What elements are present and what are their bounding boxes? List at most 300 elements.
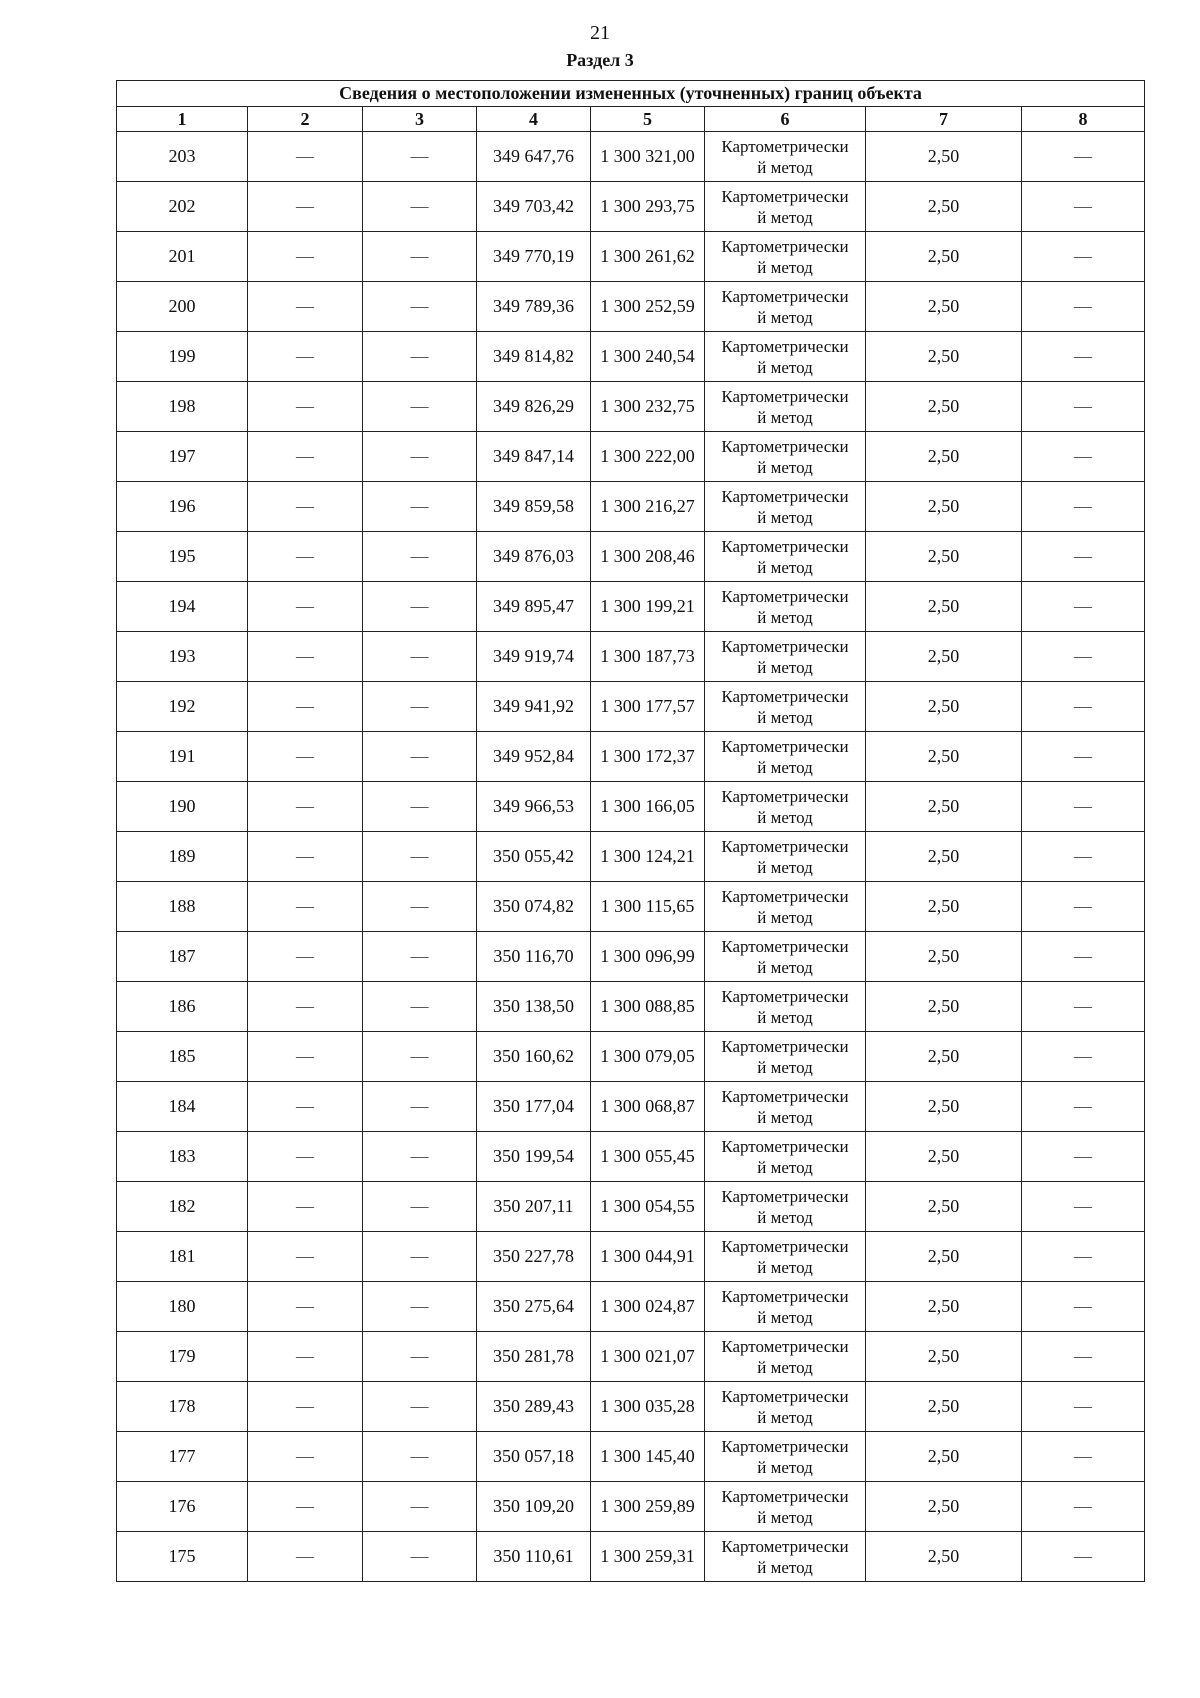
column-number: 8 — [1022, 107, 1145, 132]
method-line-1: Картометрически — [721, 1036, 849, 1056]
accuracy-cell: 2,50 — [866, 832, 1022, 882]
col2-cell: — — [248, 982, 363, 1032]
method-cell — [705, 582, 866, 632]
column-number: 2 — [248, 107, 363, 132]
y-coordinate-cell: 1 300 035,28 — [591, 1382, 705, 1432]
accuracy-cell: 2,50 — [866, 1032, 1022, 1082]
table-row — [117, 1232, 1145, 1282]
x-coordinate-cell: 350 289,43 — [477, 1382, 591, 1432]
method-cell — [705, 282, 866, 332]
method-line-1: Картометрически — [721, 1386, 849, 1406]
method-line-2: й метод — [757, 857, 813, 877]
table-row — [117, 282, 1145, 332]
x-coordinate-cell: 350 116,70 — [477, 932, 591, 982]
point-number-cell: 188 — [117, 882, 248, 932]
table-row — [117, 332, 1145, 382]
method-cell — [705, 232, 866, 282]
table-caption: Сведения о местоположении измененных (уточненных) границ объекта — [117, 81, 1145, 107]
point-number-cell: 192 — [117, 682, 248, 732]
col8-cell: — — [1022, 732, 1145, 782]
accuracy-cell: 2,50 — [866, 182, 1022, 232]
point-number-cell: 202 — [117, 182, 248, 232]
point-number-cell: 179 — [117, 1332, 248, 1382]
table-row — [117, 132, 1145, 182]
table-row — [117, 1382, 1145, 1432]
y-coordinate-cell: 1 300 261,62 — [591, 232, 705, 282]
y-coordinate-cell: 1 300 216,27 — [591, 482, 705, 532]
method-cell — [705, 1532, 866, 1582]
x-coordinate-cell: 349 847,14 — [477, 432, 591, 482]
method-cell — [705, 682, 866, 732]
method-cell — [705, 1282, 866, 1332]
col2-cell: — — [248, 632, 363, 682]
method-line-2: й метод — [757, 757, 813, 777]
col8-cell: — — [1022, 832, 1145, 882]
col2-cell: — — [248, 1482, 363, 1532]
point-number-cell: 189 — [117, 832, 248, 882]
col3-cell: — — [363, 532, 477, 582]
col2-cell: — — [248, 1382, 363, 1432]
col8-cell: — — [1022, 1082, 1145, 1132]
col3-cell: — — [363, 632, 477, 682]
page-number: 21 — [590, 22, 610, 44]
table-row — [117, 932, 1145, 982]
accuracy-cell: 2,50 — [866, 432, 1022, 482]
column-number-row — [117, 107, 1145, 132]
col2-cell: — — [248, 182, 363, 232]
col2-cell: — — [248, 1282, 363, 1332]
point-number-cell: 195 — [117, 532, 248, 582]
x-coordinate-cell: 350 275,64 — [477, 1282, 591, 1332]
method-cell — [705, 982, 866, 1032]
y-coordinate-cell: 1 300 088,85 — [591, 982, 705, 1032]
y-coordinate-cell: 1 300 115,65 — [591, 882, 705, 932]
col2-cell: — — [248, 732, 363, 782]
table-row — [117, 532, 1145, 582]
y-coordinate-cell: 1 300 068,87 — [591, 1082, 705, 1132]
accuracy-cell: 2,50 — [866, 1232, 1022, 1282]
col8-cell: — — [1022, 932, 1145, 982]
accuracy-cell: 2,50 — [866, 682, 1022, 732]
table-row — [117, 782, 1145, 832]
col8-cell: — — [1022, 582, 1145, 632]
col3-cell: — — [363, 1082, 477, 1132]
x-coordinate-cell: 349 814,82 — [477, 332, 591, 382]
method-line-1: Картометрически — [721, 1086, 849, 1106]
col3-cell: — — [363, 1432, 477, 1482]
accuracy-cell: 2,50 — [866, 132, 1022, 182]
point-number-cell: 194 — [117, 582, 248, 632]
accuracy-cell: 2,50 — [866, 1282, 1022, 1332]
col3-cell: — — [363, 432, 477, 482]
method-cell — [705, 1382, 866, 1432]
method-cell — [705, 1332, 866, 1382]
method-line-2: й метод — [757, 157, 813, 177]
method-cell — [705, 332, 866, 382]
method-line-1: Картометрически — [721, 636, 849, 656]
method-line-2: й метод — [757, 457, 813, 477]
col8-cell: — — [1022, 232, 1145, 282]
method-cell — [705, 382, 866, 432]
x-coordinate-cell: 350 199,54 — [477, 1132, 591, 1182]
col2-cell: — — [248, 132, 363, 182]
x-coordinate-cell: 350 109,20 — [477, 1482, 591, 1532]
col8-cell: — — [1022, 332, 1145, 382]
y-coordinate-cell: 1 300 208,46 — [591, 532, 705, 582]
point-number-cell: 198 — [117, 382, 248, 432]
method-line-1: Картометрически — [721, 1186, 849, 1206]
col3-cell: — — [363, 482, 477, 532]
y-coordinate-cell: 1 300 259,89 — [591, 1482, 705, 1532]
y-coordinate-cell: 1 300 321,00 — [591, 132, 705, 182]
col3-cell: — — [363, 232, 477, 282]
col2-cell: — — [248, 282, 363, 332]
col3-cell: — — [363, 932, 477, 982]
col8-cell: — — [1022, 1182, 1145, 1232]
col8-cell: — — [1022, 1432, 1145, 1482]
y-coordinate-cell: 1 300 252,59 — [591, 282, 705, 332]
x-coordinate-cell: 349 876,03 — [477, 532, 591, 582]
table-row — [117, 1482, 1145, 1532]
point-number-cell: 190 — [117, 782, 248, 832]
x-coordinate-cell: 350 138,50 — [477, 982, 591, 1032]
table-row — [117, 1432, 1145, 1482]
point-number-cell: 203 — [117, 132, 248, 182]
point-number-cell: 181 — [117, 1232, 248, 1282]
y-coordinate-cell: 1 300 222,00 — [591, 432, 705, 482]
method-cell — [705, 132, 866, 182]
point-number-cell: 197 — [117, 432, 248, 482]
method-line-1: Картометрически — [721, 1136, 849, 1156]
col2-cell: — — [248, 1432, 363, 1482]
col8-cell: — — [1022, 982, 1145, 1032]
col2-cell: — — [248, 1082, 363, 1132]
col8-cell: — — [1022, 1032, 1145, 1082]
method-line-2: й метод — [757, 1107, 813, 1127]
y-coordinate-cell: 1 300 124,21 — [591, 832, 705, 882]
col8-cell: — — [1022, 782, 1145, 832]
col8-cell: — — [1022, 482, 1145, 532]
method-line-1: Картометрически — [721, 536, 849, 556]
method-line-1: Картометрически — [721, 1486, 849, 1506]
accuracy-cell: 2,50 — [866, 532, 1022, 582]
point-number-cell: 191 — [117, 732, 248, 782]
table-row — [117, 632, 1145, 682]
method-line-2: й метод — [757, 807, 813, 827]
method-cell — [705, 782, 866, 832]
method-line-1: Картометрически — [721, 286, 849, 306]
col2-cell: — — [248, 1332, 363, 1382]
x-coordinate-cell: 350 227,78 — [477, 1232, 591, 1282]
method-line-1: Картометрически — [721, 836, 849, 856]
y-coordinate-cell: 1 300 240,54 — [591, 332, 705, 382]
method-line-1: Картометрически — [721, 386, 849, 406]
accuracy-cell: 2,50 — [866, 982, 1022, 1032]
method-line-1: Картометрически — [721, 336, 849, 356]
col2-cell: — — [248, 332, 363, 382]
method-line-2: й метод — [757, 1557, 813, 1577]
col3-cell: — — [363, 1282, 477, 1332]
column-number: 7 — [866, 107, 1022, 132]
point-number-cell: 184 — [117, 1082, 248, 1132]
method-line-1: Картометрически — [721, 1236, 849, 1256]
table-row — [117, 1132, 1145, 1182]
column-number: 1 — [117, 107, 248, 132]
method-line-2: й метод — [757, 1357, 813, 1377]
method-line-2: й метод — [757, 1257, 813, 1277]
table-row — [117, 982, 1145, 1032]
method-line-1: Картометрически — [721, 736, 849, 756]
accuracy-cell: 2,50 — [866, 632, 1022, 682]
y-coordinate-cell: 1 300 177,57 — [591, 682, 705, 732]
method-cell — [705, 1482, 866, 1532]
col3-cell: — — [363, 332, 477, 382]
y-coordinate-cell: 1 300 232,75 — [591, 382, 705, 432]
col3-cell: — — [363, 182, 477, 232]
col8-cell: — — [1022, 1382, 1145, 1432]
col2-cell: — — [248, 882, 363, 932]
method-line-1: Картометрически — [721, 686, 849, 706]
method-cell — [705, 832, 866, 882]
col3-cell: — — [363, 1182, 477, 1232]
method-line-2: й метод — [757, 1057, 813, 1077]
col2-cell: — — [248, 382, 363, 432]
col8-cell: — — [1022, 282, 1145, 332]
table-row — [117, 232, 1145, 282]
col2-cell: — — [248, 782, 363, 832]
table-row — [117, 732, 1145, 782]
col8-cell: — — [1022, 1482, 1145, 1532]
method-cell — [705, 932, 866, 982]
method-line-2: й метод — [757, 207, 813, 227]
col3-cell: — — [363, 1332, 477, 1382]
col3-cell: — — [363, 782, 477, 832]
method-cell — [705, 532, 866, 582]
method-line-2: й метод — [757, 957, 813, 977]
x-coordinate-cell: 350 160,62 — [477, 1032, 591, 1082]
x-coordinate-cell: 349 952,84 — [477, 732, 591, 782]
accuracy-cell: 2,50 — [866, 732, 1022, 782]
x-coordinate-cell: 349 770,19 — [477, 232, 591, 282]
accuracy-cell: 2,50 — [866, 882, 1022, 932]
col3-cell: — — [363, 732, 477, 782]
method-line-2: й метод — [757, 557, 813, 577]
column-number: 5 — [591, 107, 705, 132]
x-coordinate-cell: 349 859,58 — [477, 482, 591, 532]
accuracy-cell: 2,50 — [866, 1182, 1022, 1232]
table-row — [117, 182, 1145, 232]
table-row — [117, 482, 1145, 532]
x-coordinate-cell: 350 110,61 — [477, 1532, 591, 1582]
col8-cell: — — [1022, 882, 1145, 932]
table-row — [117, 682, 1145, 732]
x-coordinate-cell: 350 074,82 — [477, 882, 591, 932]
col3-cell: — — [363, 682, 477, 732]
col2-cell: — — [248, 832, 363, 882]
y-coordinate-cell: 1 300 172,37 — [591, 732, 705, 782]
method-line-1: Картометрически — [721, 136, 849, 156]
method-line-2: й метод — [757, 1307, 813, 1327]
col3-cell: — — [363, 882, 477, 932]
x-coordinate-cell: 349 703,42 — [477, 182, 591, 232]
point-number-cell: 183 — [117, 1132, 248, 1182]
method-cell — [705, 1032, 866, 1082]
point-number-cell: 196 — [117, 482, 248, 532]
boundary-coordinates-table — [116, 80, 1145, 1582]
method-cell — [705, 1182, 866, 1232]
table-row — [117, 1082, 1145, 1132]
col3-cell: — — [363, 1232, 477, 1282]
method-line-2: й метод — [757, 507, 813, 527]
table-row — [117, 1532, 1145, 1582]
accuracy-cell: 2,50 — [866, 232, 1022, 282]
point-number-cell: 176 — [117, 1482, 248, 1532]
method-line-2: й метод — [757, 357, 813, 377]
y-coordinate-cell: 1 300 259,31 — [591, 1532, 705, 1582]
y-coordinate-cell: 1 300 145,40 — [591, 1432, 705, 1482]
method-line-2: й метод — [757, 657, 813, 677]
x-coordinate-cell: 349 941,92 — [477, 682, 591, 732]
col8-cell: — — [1022, 632, 1145, 682]
method-line-1: Картометрически — [721, 586, 849, 606]
y-coordinate-cell: 1 300 055,45 — [591, 1132, 705, 1182]
method-line-1: Картометрически — [721, 1436, 849, 1456]
y-coordinate-cell: 1 300 079,05 — [591, 1032, 705, 1082]
col3-cell: — — [363, 582, 477, 632]
col2-cell: — — [248, 932, 363, 982]
method-line-2: й метод — [757, 257, 813, 277]
method-line-1: Картометрически — [721, 886, 849, 906]
table-row — [117, 1182, 1145, 1232]
col8-cell: — — [1022, 132, 1145, 182]
point-number-cell: 180 — [117, 1282, 248, 1332]
method-line-1: Картометрически — [721, 1536, 849, 1556]
method-line-2: й метод — [757, 1507, 813, 1527]
method-cell — [705, 1432, 866, 1482]
y-coordinate-cell: 1 300 021,07 — [591, 1332, 705, 1382]
accuracy-cell: 2,50 — [866, 482, 1022, 532]
accuracy-cell: 2,50 — [866, 1482, 1022, 1532]
col8-cell: — — [1022, 1532, 1145, 1582]
accuracy-cell: 2,50 — [866, 782, 1022, 832]
col3-cell: — — [363, 382, 477, 432]
col2-cell: — — [248, 1532, 363, 1582]
col2-cell: — — [248, 1132, 363, 1182]
y-coordinate-cell: 1 300 044,91 — [591, 1232, 705, 1282]
method-cell — [705, 882, 866, 932]
x-coordinate-cell: 350 281,78 — [477, 1332, 591, 1382]
point-number-cell: 201 — [117, 232, 248, 282]
accuracy-cell: 2,50 — [866, 582, 1022, 632]
col3-cell: — — [363, 1132, 477, 1182]
method-line-2: й метод — [757, 707, 813, 727]
method-line-1: Картометрически — [721, 936, 849, 956]
point-number-cell: 182 — [117, 1182, 248, 1232]
point-number-cell: 187 — [117, 932, 248, 982]
x-coordinate-cell: 349 789,36 — [477, 282, 591, 332]
point-number-cell: 186 — [117, 982, 248, 1032]
method-cell — [705, 732, 866, 782]
y-coordinate-cell: 1 300 054,55 — [591, 1182, 705, 1232]
method-line-2: й метод — [757, 1457, 813, 1477]
col2-cell: — — [248, 1032, 363, 1082]
x-coordinate-cell: 349 895,47 — [477, 582, 591, 632]
point-number-cell: 185 — [117, 1032, 248, 1082]
method-line-1: Картометрически — [721, 786, 849, 806]
table-row — [117, 882, 1145, 932]
table-row — [117, 1332, 1145, 1382]
accuracy-cell: 2,50 — [866, 1132, 1022, 1182]
accuracy-cell: 2,50 — [866, 932, 1022, 982]
table-row — [117, 1032, 1145, 1082]
y-coordinate-cell: 1 300 293,75 — [591, 182, 705, 232]
accuracy-cell: 2,50 — [866, 1432, 1022, 1482]
table-row — [117, 382, 1145, 432]
col8-cell: — — [1022, 432, 1145, 482]
point-number-cell: 178 — [117, 1382, 248, 1432]
method-line-1: Картометрически — [721, 486, 849, 506]
table-row — [117, 832, 1145, 882]
method-line-1: Картометрически — [721, 236, 849, 256]
accuracy-cell: 2,50 — [866, 1082, 1022, 1132]
method-line-1: Картометрически — [721, 1286, 849, 1306]
method-cell — [705, 1082, 866, 1132]
accuracy-cell: 2,50 — [866, 1532, 1022, 1582]
col3-cell: — — [363, 1532, 477, 1582]
accuracy-cell: 2,50 — [866, 382, 1022, 432]
y-coordinate-cell: 1 300 187,73 — [591, 632, 705, 682]
point-number-cell: 200 — [117, 282, 248, 332]
method-cell — [705, 1132, 866, 1182]
method-line-1: Картометрически — [721, 1336, 849, 1356]
accuracy-cell: 2,50 — [866, 1382, 1022, 1432]
method-line-2: й метод — [757, 407, 813, 427]
method-line-2: й метод — [757, 607, 813, 627]
method-line-1: Картометрически — [721, 186, 849, 206]
col8-cell: — — [1022, 532, 1145, 582]
column-number: 4 — [477, 107, 591, 132]
x-coordinate-cell: 350 177,04 — [477, 1082, 591, 1132]
method-line-2: й метод — [757, 1407, 813, 1427]
y-coordinate-cell: 1 300 166,05 — [591, 782, 705, 832]
col8-cell: — — [1022, 1282, 1145, 1332]
point-number-cell: 193 — [117, 632, 248, 682]
section-title: Раздел 3 — [566, 50, 634, 70]
col8-cell: — — [1022, 1232, 1145, 1282]
x-coordinate-cell: 349 966,53 — [477, 782, 591, 832]
method-line-2: й метод — [757, 1157, 813, 1177]
table-row — [117, 432, 1145, 482]
method-line-2: й метод — [757, 907, 813, 927]
col2-cell: — — [248, 582, 363, 632]
col3-cell: — — [363, 1032, 477, 1082]
col2-cell: — — [248, 682, 363, 732]
col8-cell: — — [1022, 382, 1145, 432]
accuracy-cell: 2,50 — [866, 282, 1022, 332]
x-coordinate-cell: 350 207,11 — [477, 1182, 591, 1232]
column-number: 3 — [363, 107, 477, 132]
col3-cell: — — [363, 832, 477, 882]
table-body — [117, 132, 1145, 1582]
col8-cell: — — [1022, 182, 1145, 232]
x-coordinate-cell: 349 919,74 — [477, 632, 591, 682]
col3-cell: — — [363, 1482, 477, 1532]
method-line-1: Картометрически — [721, 436, 849, 456]
col2-cell: — — [248, 532, 363, 582]
accuracy-cell: 2,50 — [866, 332, 1022, 382]
table-row — [117, 582, 1145, 632]
point-number-cell: 199 — [117, 332, 248, 382]
